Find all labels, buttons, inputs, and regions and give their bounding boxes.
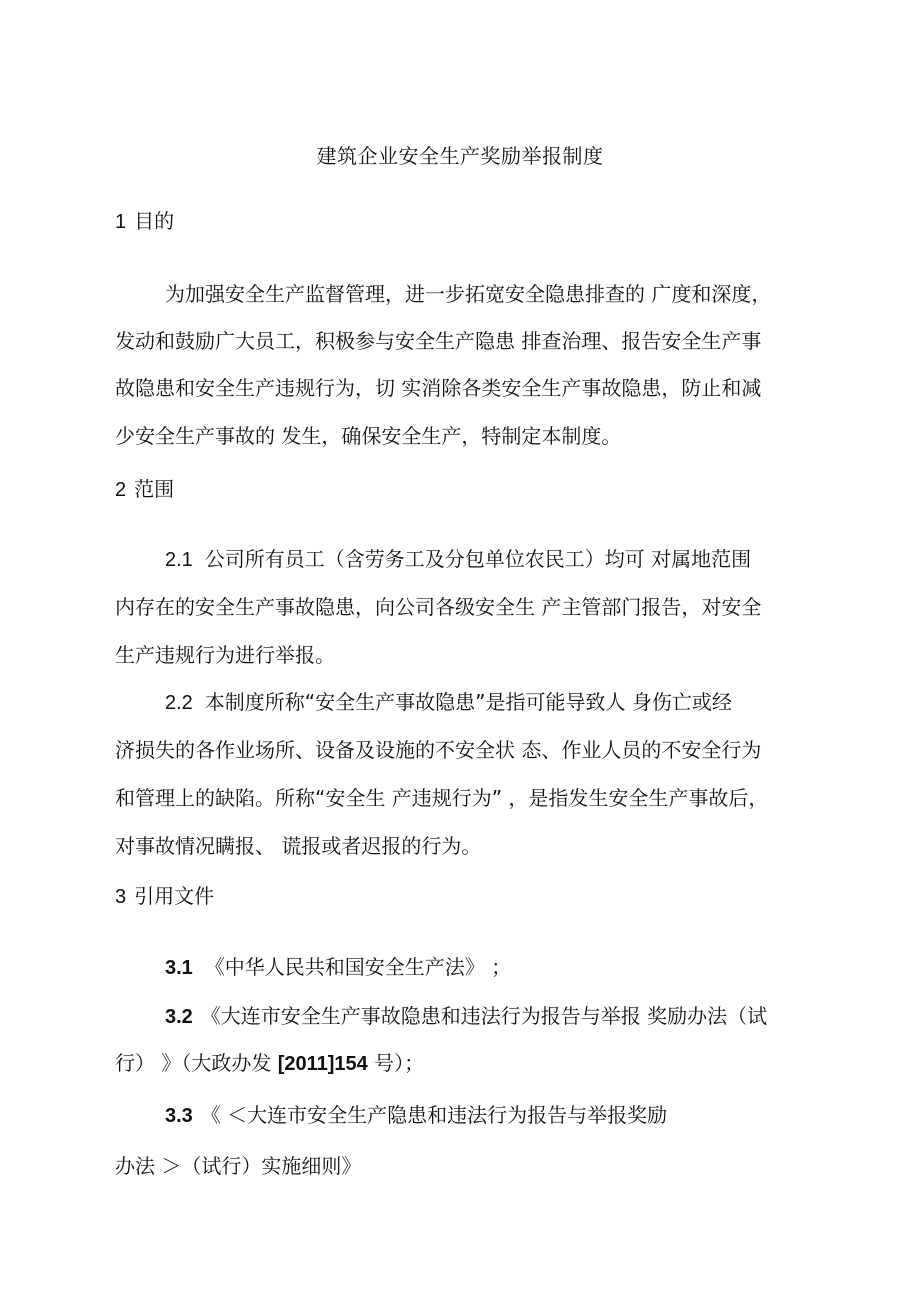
section-title: 目的 — [134, 209, 175, 233]
paragraph-line: 故隐患和安全生产违规行为，切 实消除各类安全生产事故隐患，防止和减 — [115, 376, 762, 400]
reference-3-3-first-line — [165, 1101, 865, 1130]
document-number: [2011]154 — [277, 1053, 368, 1075]
section-title: 引用文件 — [134, 884, 215, 908]
reference-text: 《大连市安全生产事故隐患和违法行为报告与举报 奖励办法（试 — [200, 1004, 768, 1028]
reference-text: 号）； — [367, 1051, 425, 1075]
clause-2-2-first-line — [165, 688, 865, 717]
clause-text: 公司所有员工（含劳务工及分包单位农民工）均可 对属地范围 — [204, 547, 752, 571]
reference-text: 《 ＜大连市安全生产隐患和违法行为报告与举报奖励 — [200, 1103, 668, 1127]
section-3-heading — [115, 882, 815, 911]
section-1-heading — [115, 207, 815, 236]
paragraph-line: 济损失的各作业场所、设备及设施的不安全状 态、作业人员的不安全行为 — [115, 738, 762, 762]
reference-text: 《中华人民共和国安全生产法》 ； — [204, 955, 512, 979]
reference-3-2-first-line — [165, 1002, 865, 1031]
section-number: 2 — [115, 479, 127, 501]
clause-number: 2.1 — [165, 549, 193, 571]
section-number: 3 — [115, 886, 127, 908]
document-title: 建筑企业安全生产奖励举报制度 — [316, 144, 604, 168]
paragraph-line: 对事故情况瞒报、 谎报或者迟报的行为。 — [115, 834, 482, 858]
clause-text: 本制度所称“安全生产事故隐患”是指可能导致人 身伤亡或经 — [204, 690, 732, 714]
paragraph-line: 少安全生产事故的 发生，确保安全生产，特制定本制度。 — [115, 424, 622, 448]
clause-number: 3.3 — [165, 1105, 193, 1127]
section-2-heading — [115, 475, 815, 504]
clause-number: 3.2 — [165, 1006, 193, 1028]
clause-number: 3.1 — [165, 957, 193, 979]
reference-3-3-second-line: 办法 ＞（试行）实施细则》 — [115, 1154, 362, 1178]
paragraph-line: 为加强安全生产监督管理，进一步拓宽安全隐患排查的 广度和深度， — [165, 282, 772, 306]
section-number: 1 — [115, 211, 127, 233]
reference-text: 行） 》（大政办发 — [115, 1051, 278, 1075]
clause-2-1-first-line — [165, 545, 865, 574]
paragraph-line: 和管理上的缺陷。所称“安全生 产违规行为” ，是指发生安全生产事故后， — [115, 786, 769, 810]
reference-3-1 — [165, 953, 865, 982]
paragraph-line: 内存在的安全生产事故隐患，向公司各级安全生 产主管部门报告，对安全 — [115, 595, 762, 619]
reference-3-2-second-line — [115, 1049, 815, 1078]
section-title: 范围 — [134, 477, 175, 501]
paragraph-line: 生产违规行为进行举报。 — [115, 643, 335, 667]
paragraph-line: 发动和鼓励广大员工，积极参与安全生产隐患 排查治理、报告安全生产事 — [115, 329, 762, 353]
clause-number: 2.2 — [165, 692, 193, 714]
